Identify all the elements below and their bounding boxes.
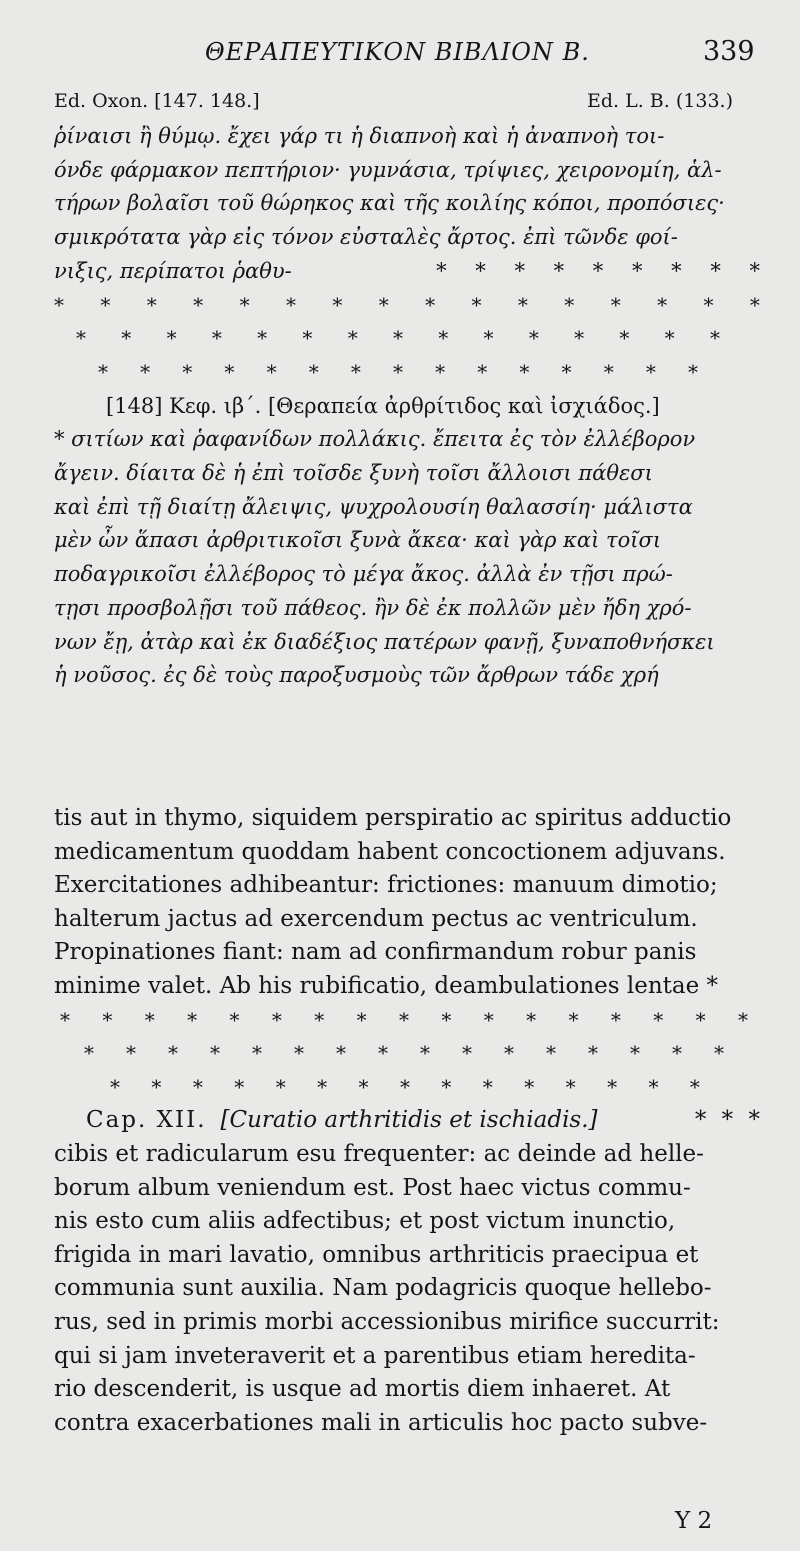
lacuna-star: * <box>653 1007 664 1032</box>
lacuna-star: * <box>664 326 675 351</box>
latin-line: frigida in mari lavatio, omnibus arthriticis praecipua et <box>54 1241 699 1268</box>
lacuna-star: * <box>76 326 86 351</box>
lacuna-star: * <box>285 292 296 317</box>
lacuna-star: * <box>84 1041 94 1066</box>
greek-line: σμικρότατα γὰρ εἰς τόνον εὐσταλὲς ἄρτος. ἐπὶ τῶνδε φοί- <box>54 225 678 250</box>
latin-line: contra exacerbationes mali in articulis hoc pacto subve- <box>54 1409 708 1436</box>
lacuna-star: * <box>358 1074 369 1099</box>
lacuna-star: * <box>482 1074 493 1099</box>
greek-line-with-lacuna <box>54 255 760 289</box>
greek-line: ἡ νοῦσος. ἐς δὲ τοὺς παροξυσμοὺς τῶν ἄρθρων τάδε χρή <box>54 663 659 688</box>
latin-chapter-heading <box>54 1104 760 1138</box>
lacuna-star: * <box>210 1041 220 1066</box>
lacuna-star: * <box>714 1041 724 1066</box>
lacuna-star: * <box>738 1007 748 1032</box>
lacuna-star-row <box>54 356 760 390</box>
latin-text <box>54 802 760 1440</box>
latin-line: nis esto cum aliis adfectibus; et post victum inunctio, <box>54 1208 676 1235</box>
lacuna-star: * <box>574 326 585 351</box>
lacuna-star: * <box>399 1007 409 1032</box>
lacuna-star: * <box>425 292 436 317</box>
latin-line: qui si jam inveteraverit et a parentibus etiam heredita- <box>54 1342 696 1369</box>
greek-text <box>54 120 760 693</box>
lacuna-star: * <box>98 359 108 384</box>
lacuna-star: * <box>392 359 403 384</box>
lacuna-star: * <box>317 1074 328 1099</box>
latin-line: cibis et radicularum esu frequenter: ac deinde ad helle- <box>54 1140 704 1167</box>
lacuna-star: * <box>378 292 389 317</box>
lacuna-star: * <box>524 1074 535 1099</box>
latin-line: borum album veniendum est. Post haec victus commu- <box>54 1174 691 1201</box>
page-number: 339 <box>703 36 755 67</box>
lacuna-star: * <box>378 1041 388 1066</box>
latin-line: tis aut in thymo, siquidem perspiratio ac spiritus adductio <box>54 805 732 831</box>
lacuna-stars: * * * <box>694 1107 760 1134</box>
edition-oxford: Ed. Oxon. [147. 148.] <box>54 90 260 112</box>
latin-line: rio descenderit, is usque ad mortis diem inhaeret. At <box>54 1376 671 1403</box>
lacuna-star-row <box>54 289 760 323</box>
latin-chapter-title: [Curatio arthritidis et ischiadis.] <box>220 1107 598 1134</box>
lacuna-star: * <box>483 326 494 351</box>
lacuna-star: * <box>435 359 446 384</box>
edition-leiden: Ed. L. B. (133.) <box>587 90 733 112</box>
lacuna-star-row <box>54 1004 760 1038</box>
lacuna-star: * <box>140 359 151 384</box>
lacuna-star: * <box>610 292 621 317</box>
lacuna-star: * <box>709 326 720 351</box>
lacuna-star: * <box>526 1007 537 1032</box>
latin-line: medicamentum quoddam habent concoctionem adjuvans. <box>54 838 726 865</box>
lacuna-star: * <box>438 326 449 351</box>
lacuna-star: * <box>314 1007 325 1032</box>
lacuna-star: * <box>648 1074 659 1099</box>
lacuna-star: * <box>54 292 64 317</box>
greek-line: όνδε φάρμακον πεπτήριον· γυμνάσια, τρίψιες, χειρονομίη, ἁλ- <box>54 157 722 182</box>
lacuna-star: * <box>257 326 268 351</box>
greek-line: τήρων βολαῖσι τοῦ θώρηκος καὶ τῆς κοιλίης κόποι, προπόσιες· <box>54 191 725 216</box>
lacuna-star: * <box>619 326 630 351</box>
lacuna-star: * <box>564 292 575 317</box>
lacuna-star: * <box>483 1007 494 1032</box>
lacuna-star: * <box>182 359 193 384</box>
lacuna-star: * <box>519 359 530 384</box>
lacuna-star-row <box>54 1071 760 1105</box>
lacuna-star: * <box>224 359 235 384</box>
lacuna-star: * <box>60 1007 70 1032</box>
lacuna-star: * <box>517 292 528 317</box>
greek-line: καὶ ἐπὶ τῇ διαίτῃ ἄλειψις, ψυχρολουσίη θαλασσίη· μάλιστα <box>54 494 693 519</box>
greek-line: ἄγειν. δίαιτα δὲ ἡ ἐπὶ τοῖσδε ξυνὴ τοῖσι ἄλλοισι πάθεσι <box>54 461 653 486</box>
greek-line: νιξις, περίπατοι ῥαθυ- <box>54 258 292 283</box>
latin-line: communia sunt auxilia. Nam podagricis quoque hellebo- <box>54 1275 712 1302</box>
lacuna-star: * <box>275 1074 286 1099</box>
lacuna-star: * <box>144 1007 155 1032</box>
lacuna-stars: * * * * * * * * * <box>436 258 760 283</box>
greek-line: ποδαγρικοῖσι ἐλλέβορος τὸ μέγα ἄκος. ἀλλὰ ἐν τῇσι πρώ- <box>54 562 673 587</box>
latin-chapter-number: Cap. XII. <box>86 1107 207 1134</box>
latin-line: halterum jactus ad exercendum pectus ac ventriculum. <box>54 905 698 932</box>
lacuna-star: * <box>689 1074 700 1099</box>
lacuna-star: * <box>294 1041 304 1066</box>
greek-line: μὲν ὦν ἅπασι ἀρθριτικοῖσι ξυνὰ ἄκεα· καὶ γὰρ καὶ τοῖσι <box>54 528 662 553</box>
lacuna-star: * <box>645 359 656 384</box>
lacuna-star: * <box>168 1041 178 1066</box>
lacuna-star: * <box>603 359 614 384</box>
lacuna-star: * <box>695 1007 706 1032</box>
lacuna-star: * <box>252 1041 262 1066</box>
lacuna-star: * <box>151 1074 162 1099</box>
lacuna-star: * <box>350 359 361 384</box>
lacuna-star: * <box>239 292 250 317</box>
greek-line: τῃσι προσβολῇσι τοῦ πάθεος. ἢν δὲ ἐκ πολλῶν μὲν ἤδη χρό- <box>54 595 692 620</box>
lacuna-star: * <box>308 359 319 384</box>
lacuna-star: * <box>347 326 358 351</box>
lacuna-star: * <box>187 1007 198 1032</box>
lacuna-star: * <box>565 1074 576 1099</box>
greek-line: ῥίναισι ἢ θύμῳ. ἔχει γάρ τι ἡ διαπνοὴ καὶ ἡ ἀναπνοὴ τοι- <box>54 124 665 148</box>
greek-line: νων ἔῃ, ἀτὰρ καὶ ἐκ διαδέξιος πατέρων φανῇ, ξυναποθνήσκει <box>54 629 715 654</box>
lacuna-star: * <box>471 292 482 317</box>
lacuna-star: * <box>126 1041 136 1066</box>
lacuna-star: * <box>166 326 177 351</box>
lacuna-star: * <box>356 1007 367 1032</box>
lacuna-star: * <box>146 292 157 317</box>
lacuna-star: * <box>100 292 111 317</box>
lacuna-star: * <box>610 1007 621 1032</box>
running-head <box>0 36 800 76</box>
lacuna-star: * <box>561 359 572 384</box>
lacuna-star: * <box>229 1007 240 1032</box>
lacuna-star: * <box>332 292 343 317</box>
lacuna-star: * <box>703 292 714 317</box>
lacuna-star: * <box>630 1041 640 1066</box>
running-title: ΘΕΡΑΠΕΥΤΙΚΟΝ ΒΙΒΛΙΟΝ Β. <box>205 38 590 66</box>
lacuna-star: * <box>568 1007 579 1032</box>
greek-chapter-heading <box>54 390 760 424</box>
lacuna-star: * <box>441 1007 452 1032</box>
lacuna-star: * <box>528 326 539 351</box>
lacuna-star: * <box>477 359 488 384</box>
lacuna-star: * <box>121 326 132 351</box>
lacuna-star: * <box>271 1007 282 1032</box>
lacuna-star: * <box>672 1041 682 1066</box>
lacuna-star: * <box>749 292 760 317</box>
lacuna-star: * <box>192 1074 203 1099</box>
lacuna-star: * <box>420 1041 430 1066</box>
lacuna-star: * <box>399 1074 410 1099</box>
lacuna-star: * <box>687 359 698 384</box>
lacuna-star: * <box>102 1007 113 1032</box>
edition-references <box>0 90 800 120</box>
lacuna-star: * <box>392 326 403 351</box>
greek-chapter-text: [148] Κεφ. ιβ΄. [Θεραπεία ἀρθρίτιδος καὶ ἰσχιάδος.] <box>106 393 660 418</box>
lacuna-star: * <box>266 359 277 384</box>
lacuna-star: * <box>504 1041 514 1066</box>
latin-line: minime valet. Ab his rubificatio, deambulationes lentae * <box>54 972 719 999</box>
lacuna-star: * <box>657 292 668 317</box>
lacuna-star-row <box>54 322 760 356</box>
lacuna-star: * <box>211 326 222 351</box>
latin-line: rus, sed in primis morbi accessionibus mirifice succurrit: <box>54 1308 720 1335</box>
latin-line: Propinationes fiant: nam ad confirmandum robur panis <box>54 939 697 966</box>
lacuna-star: * <box>193 292 204 317</box>
lacuna-star: * <box>336 1041 346 1066</box>
lacuna-star: * <box>588 1041 598 1066</box>
latin-line: Exercitationes adhibeantur: frictiones: manuum dimotio; <box>54 872 718 899</box>
lacuna-star: * <box>302 326 313 351</box>
lacuna-star: * <box>234 1074 245 1099</box>
signature-mark: Y 2 <box>675 1508 713 1534</box>
lacuna-star: * <box>110 1074 120 1099</box>
lacuna-star: * <box>462 1041 472 1066</box>
lacuna-star: * <box>441 1074 452 1099</box>
lacuna-star: * <box>607 1074 618 1099</box>
greek-line: * σιτίων καὶ ῥαφανίδων πολλάκις. ἔπειτα ἐς τὸν ἐλλέβορον <box>54 427 696 452</box>
lacuna-star: * <box>546 1041 556 1066</box>
lacuna-star-row <box>54 1037 760 1071</box>
